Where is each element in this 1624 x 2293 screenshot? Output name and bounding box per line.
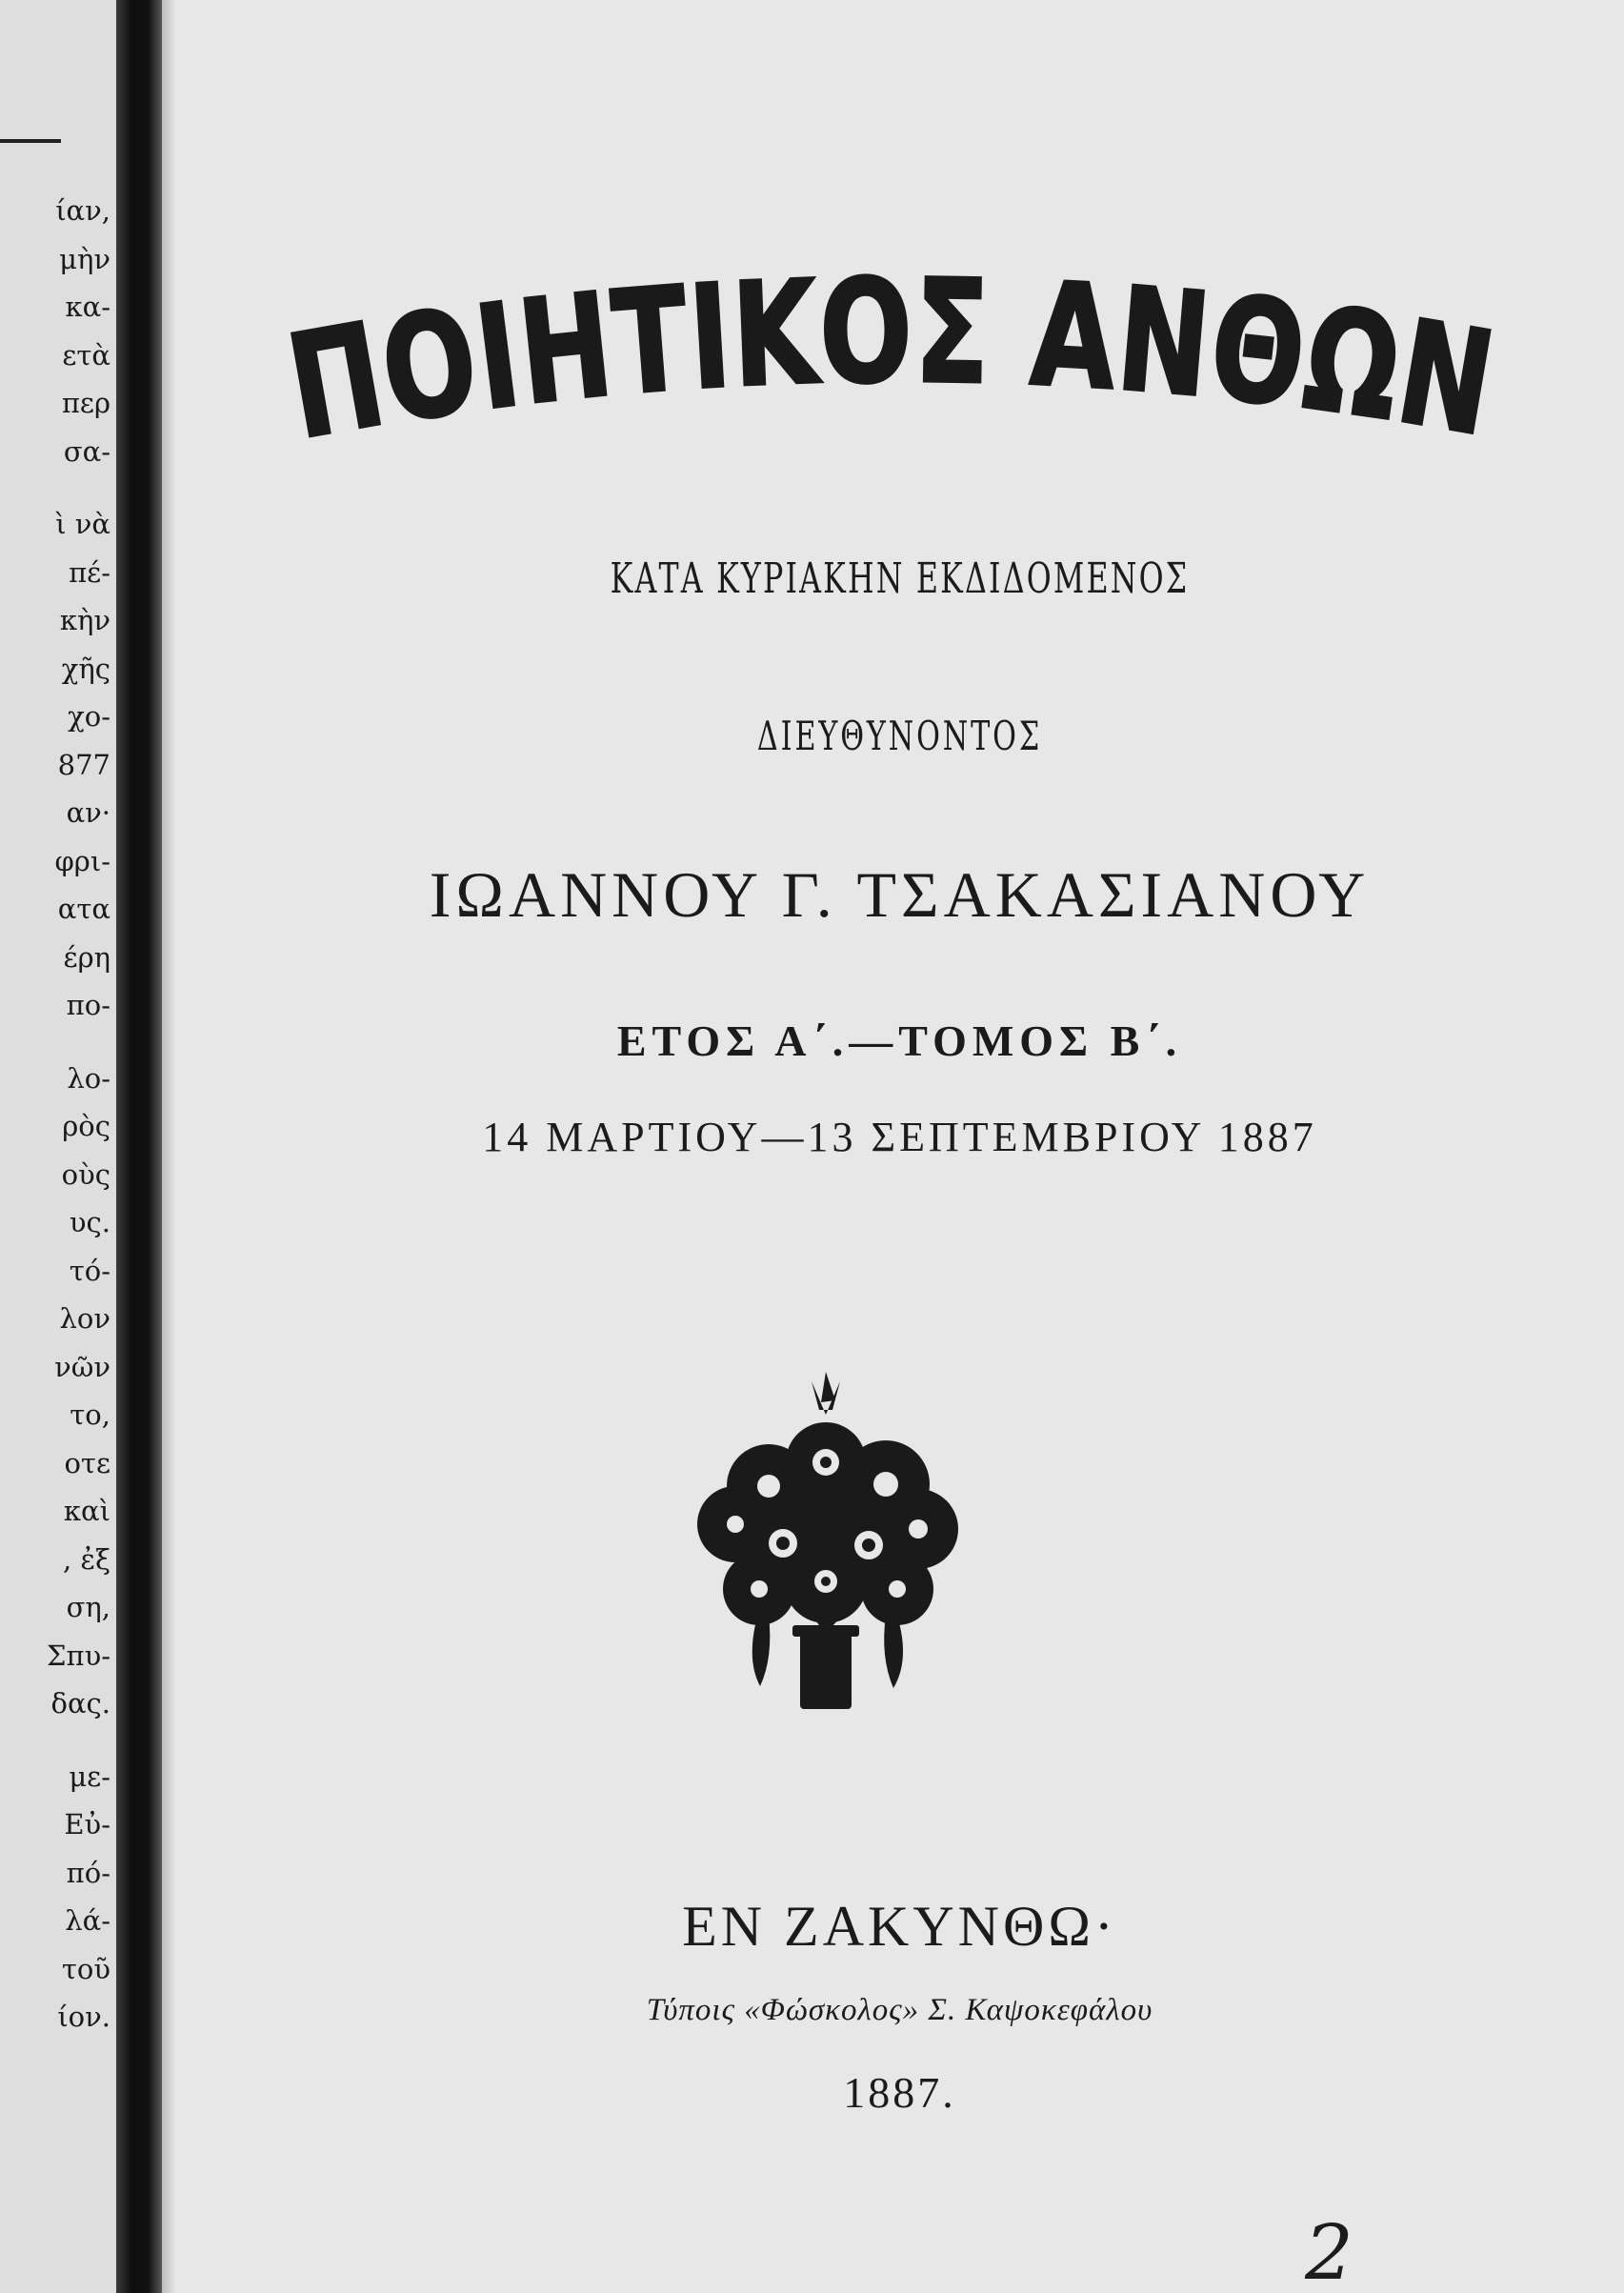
text-fragment: οὺς xyxy=(61,1157,110,1191)
text-fragment: έρη xyxy=(63,940,110,974)
editor-label: ΔΙΕΥΘΥΝΟΝΤΟΣ xyxy=(756,713,1043,759)
publication-year: 1887. xyxy=(843,2068,956,2117)
book-binding-gutter xyxy=(116,0,162,2293)
paragraph-gap xyxy=(0,475,112,500)
text-fragment: λο- xyxy=(67,1061,110,1095)
date-range: 14 ΜΑΡΤΙΟΥ—13 ΣΕΠΤΕΜΒΡΙΟΥ 1887 xyxy=(482,1114,1317,1160)
text-fragment: λον xyxy=(59,1302,110,1335)
text-fragment: μὴν xyxy=(59,242,110,275)
printer-imprint: Τύποις «Φώσκολος» Σ. Καψοκεφάλου xyxy=(646,1993,1153,2027)
text-fragment: 877 xyxy=(57,748,110,781)
page-edge xyxy=(162,0,175,2293)
text-fragment: δας. xyxy=(50,1687,110,1720)
text-fragment: ίαν, xyxy=(55,194,110,227)
publication-frequency: ΚΑΤΑ ΚΥΡΙΑΚΗΝ ΕΚΔΙΔΟΜΕΝΟΣ xyxy=(610,554,1190,603)
text-fragment: ίον. xyxy=(57,2001,110,2033)
text-fragment: πέ- xyxy=(69,555,110,589)
text-fragment: χο- xyxy=(68,700,110,733)
text-fragment: υς. xyxy=(69,1206,110,1238)
text-fragment: λά- xyxy=(65,1904,110,1937)
text-fragment: σα- xyxy=(63,434,110,468)
text-fragment: ετὰ xyxy=(62,338,110,372)
text-fragment: χῆς xyxy=(61,652,110,685)
text-fragment: περ xyxy=(61,387,110,419)
text-fragment: ση, xyxy=(66,1591,110,1623)
text-fragment: τό- xyxy=(69,1254,110,1287)
text-fragment: κα- xyxy=(65,291,110,323)
text-fragment: με- xyxy=(69,1760,110,1793)
text-fragment: οτε xyxy=(64,1446,110,1479)
text-fragment: ρὸς xyxy=(62,1110,110,1142)
text-fragment: ατα xyxy=(57,893,110,925)
section-rule xyxy=(0,139,61,143)
paragraph-gap xyxy=(0,1030,112,1055)
text-fragment: καὶ xyxy=(63,1495,110,1527)
journal-title-lettering xyxy=(281,257,1519,486)
text-fragment: Εὐ- xyxy=(64,1808,110,1840)
flower-bouquet-icon xyxy=(669,1372,983,1715)
journal-title-text: ΠΟΙΗΤΙΚΟΣ ΑΝΘΩ xyxy=(280,257,1440,473)
handwritten-page-number: 2 xyxy=(1305,2208,1353,2293)
editor-name: ΙΩΑΝΝΟΥ Γ. ΤΣΑΚΑΣΙΑΝΟΥ xyxy=(429,858,1371,931)
text-fragment: το, xyxy=(70,1398,110,1431)
text-fragment: Σπυ- xyxy=(47,1639,110,1672)
text-fragment: νῶν xyxy=(54,1350,110,1383)
text-fragment: αν· xyxy=(66,796,110,829)
adjacent-page-strip xyxy=(0,0,116,2293)
svg-text:ΠΟΙΗΤΙΚΟΣ ΑΝΘΩΝ xyxy=(281,257,1506,472)
title-page xyxy=(175,0,1624,2293)
text-fragment: , ἐξ xyxy=(63,1542,110,1576)
paragraph-gap xyxy=(0,1728,112,1753)
text-fragment: ὶ νὰ xyxy=(55,508,110,540)
place-of-publication: ΕΝ ΖΑΚΥΝΘΩ· xyxy=(682,1895,1117,1958)
text-fragment: πο- xyxy=(66,989,110,1021)
text-fragment: τοῦ xyxy=(61,1952,110,1985)
journal-title xyxy=(175,257,1624,486)
adjacent-page-text xyxy=(0,187,112,2042)
text-fragment: κὴν xyxy=(59,604,110,636)
text-fragment: φρι- xyxy=(54,844,110,877)
text-fragment: πό- xyxy=(66,1856,110,1889)
volume-info: ΕΤΟΣ Α΄.—ΤΟΜΟΣ Β΄. xyxy=(616,1016,1183,1065)
